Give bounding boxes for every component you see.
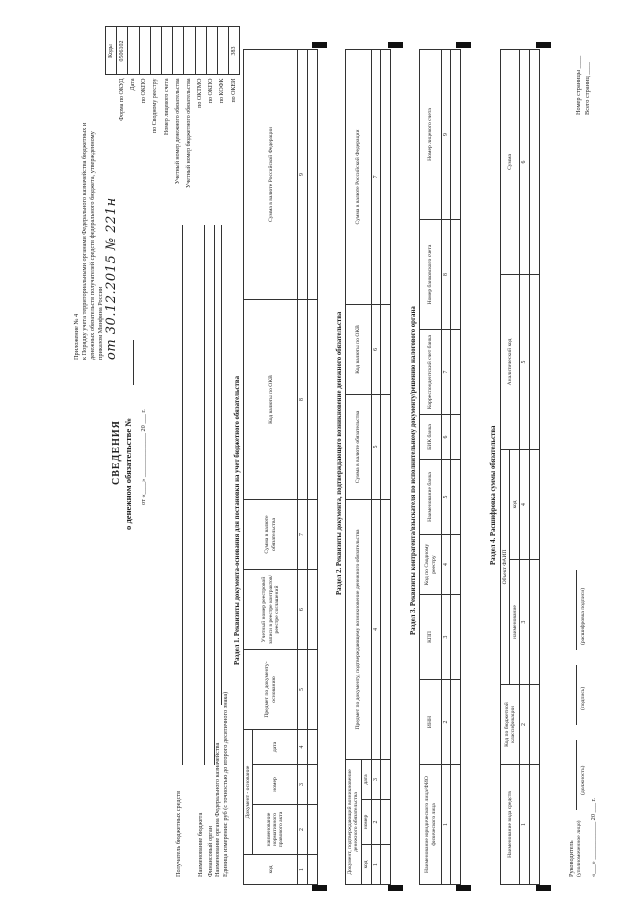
s1-cell[interactable] (307, 50, 317, 300)
s2-doc-group: Документ, подтверждающий возникновение денежного обязательства (346, 759, 362, 884)
code-label: Форма по ОКУД (118, 78, 125, 121)
code-okei[interactable]: 383 (229, 27, 240, 75)
fk-organ-line[interactable] (221, 225, 222, 705)
sign-line[interactable] (576, 665, 577, 725)
sign-caption: (подпись) (580, 686, 586, 710)
section3-table (419, 49, 461, 885)
s2-cell[interactable] (380, 394, 390, 499)
s2-cell[interactable] (380, 759, 390, 799)
s1-right-marker (312, 42, 327, 48)
s3-num: 8 (442, 220, 451, 330)
s3-num: 4 (442, 535, 451, 595)
s3-right-marker (456, 42, 471, 48)
s2-num: 2 (371, 800, 380, 845)
s4-col-analytic: Аналитический код (501, 274, 520, 449)
s3-col-name: Наименование юридического лица/ФИО физического лица (420, 765, 442, 885)
section1-table (243, 49, 318, 885)
s4-col-faip-name: наименование (510, 560, 520, 685)
s1-num: 1 (298, 855, 307, 885)
appendix-line-1: к Порядку учета территориальными органами Федерального казначейства бюджетных и (81, 122, 88, 360)
code-budget-obl[interactable] (184, 27, 195, 75)
code-label: по КОФК (219, 78, 226, 104)
s2-col-number: номер (361, 800, 371, 845)
s3-cell[interactable] (451, 220, 461, 330)
code-label: по ОКТМО (197, 78, 204, 108)
code-money-obl[interactable] (173, 27, 184, 75)
doc-date-line: от «____» ______________ 20 ___ г. (140, 409, 147, 505)
s2-num: 5 (371, 394, 380, 499)
appendix-line-2: денежных обязательств получателей средств федерального бюджета, утвержденному (89, 131, 96, 360)
s1-left-marker (312, 885, 327, 891)
s1-col-subject: Предмет по документу-основанию (244, 650, 298, 730)
s1-num: 4 (298, 730, 307, 765)
s1-col-sum-currency: Сумма в валюте обязательства (244, 500, 298, 570)
s2-cell[interactable] (380, 304, 390, 394)
s2-cell[interactable] (380, 499, 390, 759)
s1-cell[interactable] (307, 500, 317, 570)
s2-col-subject: Предмет по документу, подтверждающему возникновение денежного обязательства (346, 499, 372, 759)
s1-cell[interactable] (307, 730, 317, 765)
budget-label: Наименование бюджета (197, 812, 204, 877)
codes-table (105, 27, 240, 226)
s4-cell[interactable] (529, 449, 539, 559)
s4-num: 6 (520, 49, 529, 274)
code-label: Учетный номер денежного обязательства (174, 78, 181, 185)
fk-organ-label: Наименование органа Федерального казначейства (214, 742, 221, 877)
s2-num: 3 (371, 759, 380, 799)
s1-cell[interactable] (307, 300, 317, 500)
s1-doc-group: Документ - основание (244, 730, 253, 855)
s2-cell[interactable] (380, 49, 390, 304)
code-label: по ОКПО (141, 78, 148, 104)
s1-num: 5 (298, 650, 307, 730)
s2-num: 1 (371, 845, 380, 885)
s1-cell[interactable] (307, 650, 317, 730)
s4-col-sum: Сумма (501, 49, 520, 274)
s4-num: 2 (520, 685, 529, 765)
codes-header: Коды (106, 27, 117, 75)
code-okpo[interactable] (139, 27, 150, 75)
s3-cell[interactable] (451, 460, 461, 535)
s1-cell[interactable] (307, 570, 317, 650)
s4-left-marker (536, 885, 551, 891)
section1-title: Раздел 1. Реквизиты документа-основания для постановки на учет бюджетного обязательства (234, 376, 241, 665)
section3-title: Раздел 3. Реквизиты контрагента/взыскателя по исполнительному документу/решению налогового органа (410, 306, 417, 635)
s1-col-sum-rub: Сумма в валюте Российской Федерации (244, 50, 298, 300)
code-label: Номер лицевого счета (163, 78, 170, 135)
s1-col-date: дата (253, 730, 298, 765)
appendix-number: Приложение № 4 (73, 313, 80, 360)
head-label: Руководитель (568, 840, 575, 877)
s1-num: 3 (298, 765, 307, 805)
s2-cell[interactable] (380, 800, 390, 845)
code-label: Дата (129, 78, 136, 91)
code-date[interactable] (128, 27, 139, 75)
appendix-date-number: от 30.12.2015 № 221н (104, 197, 119, 360)
s3-col-bank-acc: Номер банковского счета (420, 220, 442, 330)
s1-cell[interactable] (307, 765, 317, 805)
s3-cell[interactable] (451, 765, 461, 885)
s3-cell[interactable] (451, 595, 461, 680)
s3-num: 5 (442, 460, 451, 535)
s3-num: 7 (442, 330, 451, 415)
s3-num: 1 (442, 765, 451, 885)
s4-num: 4 (520, 449, 529, 559)
s4-col-faip-code: код (510, 449, 520, 559)
s3-cell[interactable] (451, 680, 461, 765)
section2-title: Раздел 2. Реквизиты документа, подтверждающего возникновение денежного обязательства (336, 311, 343, 595)
s2-col-okv: Код валюты по ОКВ (346, 304, 372, 394)
s1-num: 6 (298, 570, 307, 650)
s4-num: 1 (520, 765, 529, 885)
code-label: по ОКЕИ (230, 78, 237, 103)
s4-right-marker (536, 42, 551, 48)
position-caption: (должность) (580, 765, 586, 795)
doc-title: СВЕДЕНИЯ (111, 420, 122, 485)
s1-num: 9 (298, 50, 307, 300)
s3-cell[interactable] (451, 535, 461, 595)
s3-num: 6 (442, 415, 451, 460)
code-label: по Сводному реестру (152, 78, 159, 134)
s2-right-marker (388, 42, 403, 48)
s3-col-personal-acc: Номер лицевого счета (420, 50, 442, 220)
fin-organ-line[interactable] (214, 225, 215, 765)
s4-cell[interactable] (529, 765, 539, 885)
s4-faip-group: Объект ФАИП (501, 449, 510, 684)
s1-col-registry: Учетный номер реестровой записи в реестре контрактов/реестре соглашений (244, 570, 298, 650)
s3-col-kpp: КПП (420, 595, 442, 680)
s2-num: 4 (371, 499, 380, 759)
s3-col-inn: ИНН (420, 680, 442, 765)
recipient-line[interactable] (182, 225, 183, 765)
code-okpo-2[interactable] (206, 27, 217, 75)
decode-caption: (расшифровка подписи) (580, 587, 586, 645)
s2-num: 6 (371, 304, 380, 394)
fin-organ-label: Финансовый орган (207, 825, 214, 877)
s3-left-marker (456, 885, 471, 891)
appendix-line-3: приказом Минфина России (97, 286, 104, 360)
s4-num: 3 (520, 560, 529, 685)
s1-cell[interactable] (307, 805, 317, 855)
s4-col-type: Наименование вида средств (501, 765, 520, 885)
s4-cell[interactable] (529, 685, 539, 765)
section4-table (500, 49, 540, 885)
s2-col-date: дата (361, 759, 371, 799)
s1-num: 2 (298, 805, 307, 855)
code-account[interactable] (161, 27, 172, 75)
code-okud[interactable]: 0506102 (117, 27, 128, 75)
s3-num: 9 (442, 50, 451, 220)
code-svod[interactable] (150, 27, 161, 75)
head-sub-label: (уполномоченное лицо) (576, 820, 582, 877)
s3-col-bik: БИК банка (420, 415, 442, 460)
s2-col-sum-currency: Сумма в валюте обязательства (346, 394, 372, 499)
s2-col-sum-rub: Сумма в валюте Российской Федерации (346, 49, 372, 304)
s3-cell[interactable] (451, 415, 461, 460)
s1-col-number: номер (253, 765, 298, 805)
code-kofk[interactable] (217, 27, 228, 75)
sign-date: «___» ____________ 20 ___ г. (590, 797, 597, 877)
code-label: Учетный номер бюджетного обязательства (185, 78, 192, 188)
s4-cell[interactable] (529, 49, 539, 274)
s3-num: 2 (442, 680, 451, 765)
s2-left-marker (388, 885, 403, 891)
section2-table (345, 49, 391, 885)
s1-num: 7 (298, 500, 307, 570)
s2-num: 7 (371, 49, 380, 304)
s3-cell[interactable] (451, 330, 461, 415)
unit-label: Единица измерения: руб (с точностью до второго десятичного знака) (222, 691, 229, 877)
code-oktmo[interactable] (195, 27, 206, 75)
budget-line[interactable] (204, 225, 205, 765)
pages-total: Всего страниц ____ (584, 62, 591, 115)
s1-cell[interactable] (307, 855, 317, 885)
s4-cell[interactable] (529, 560, 539, 685)
number-line (133, 340, 134, 385)
s3-col-corr: Корреспондентский счет банка (420, 330, 442, 415)
page-number: Номер страницы ____ (575, 55, 582, 115)
decode-line[interactable] (576, 570, 577, 650)
s1-num: 8 (298, 300, 307, 500)
s2-col-code: код (361, 845, 371, 885)
s3-num: 3 (442, 595, 451, 680)
s1-col-name: наименование нормативного правового акта (253, 805, 298, 855)
s4-num: 5 (520, 274, 529, 449)
recipient-label: Получатель бюджетных средств (175, 790, 182, 877)
section4-title: Раздел 4. Расшифровка суммы обязательства (490, 425, 497, 565)
s1-col-okv: Код валюты по ОКВ (244, 300, 298, 500)
s1-col-code: код (244, 855, 298, 885)
s3-cell[interactable] (451, 50, 461, 220)
s3-col-bank: Наименование банка (420, 460, 442, 535)
s3-col-svod: Код по Сводному реестру (420, 535, 442, 595)
s4-col-kbk: Код по бюджетной классификации (501, 685, 520, 765)
s4-cell[interactable] (529, 274, 539, 449)
s2-cell[interactable] (380, 845, 390, 885)
doc-subtitle: о денежном обязательстве № (123, 418, 133, 530)
code-label: по ОКПО (208, 78, 215, 104)
position-line[interactable] (576, 740, 577, 810)
